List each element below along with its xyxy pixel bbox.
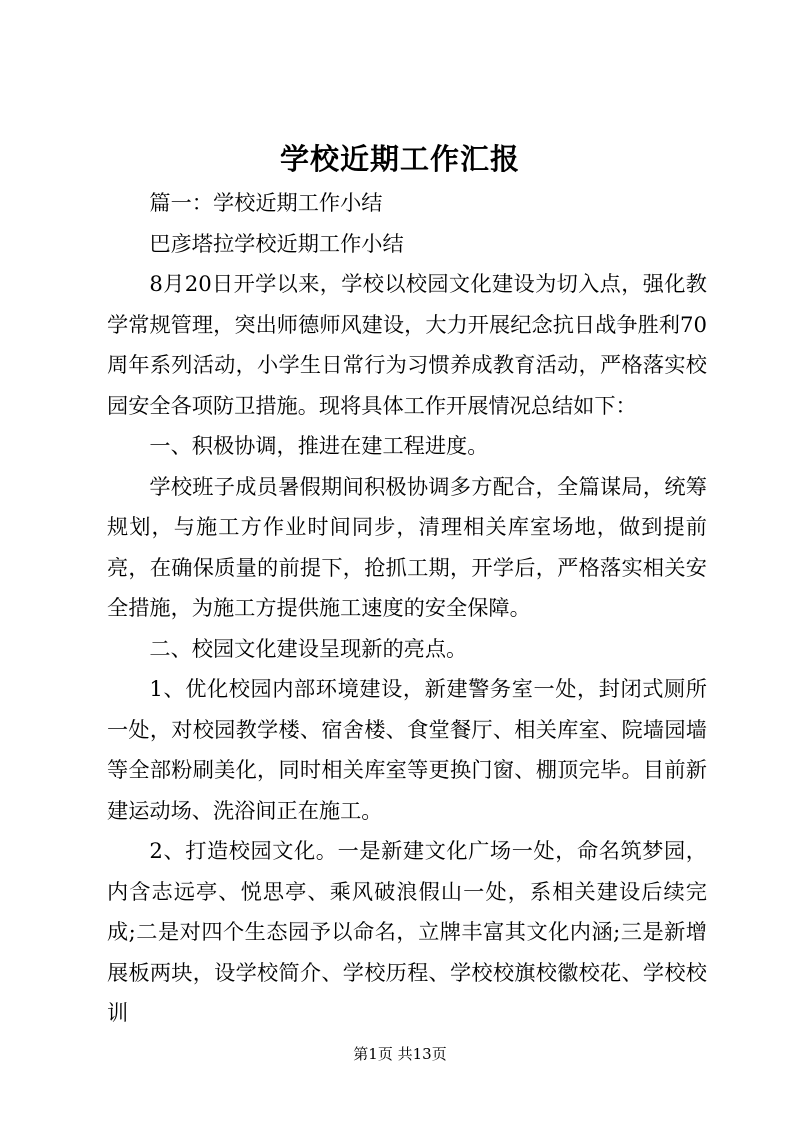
paragraph-heading-1: 一、积极协调，推进在建工程进度。 <box>149 433 489 458</box>
paragraph-heading-2: 二、校园文化建设呈现新的亮点。 <box>149 635 468 661</box>
paragraph-intro: 8月20日开学以来，学校以校园文化建设为切入点，强化教学常规管理，突出师德师风建设，大力开展纪念抗日战争胜利70周年系列活动，小学生日常行为习惯养成教育活动，严格落实校园安全各项防卫措施。现将具体工作开展情况总结如下： <box>107 271 707 418</box>
paragraph-subtitle: 巴彦塔拉学校近期工作小结 <box>149 230 404 256</box>
paragraph-section-heading: 篇一：学校近期工作小结 <box>149 190 383 215</box>
paragraph-item-1: 1、优化校园内部环境建设，新建警务室一处，封闭式厕所一处，对校园教学楼、宿舍楼、食堂餐厅、相关库室、院墙园墙等全部粉刷美化，同时相关库室等更换门窗、棚顶完毕。目前新建运动场、洗浴间正在施工。 <box>107 676 707 823</box>
paragraph-item-2: 2、打造校园文化。一是新建文化广场一处，命名筑梦园，内含志远亭、悦思亭、乘风破浪假山一处，系相关建设后续完成;二是对四个生态园予以命名，立牌丰富其文化内涵;三是新增展板两块，设学校简介、学校历程、学校校旗校徽校花、学校校训 <box>107 838 707 1025</box>
document-title: 学校近期工作汇报 <box>279 142 520 176</box>
document-body <box>107 183 707 1034</box>
paragraph-body-1: 学校班子成员暑假期间积极协调多方配合，全篇谋局，统筹规划，与施工方作业时间同步，清理相关库室场地，做到提前亮，在确保质量的前提下，抢抓工期，开学后，严格落实相关安全措施，为施工方提供施工速度的安全保障。 <box>107 473 707 620</box>
page-number-footer: 第1页 共13页 <box>353 1045 447 1063</box>
